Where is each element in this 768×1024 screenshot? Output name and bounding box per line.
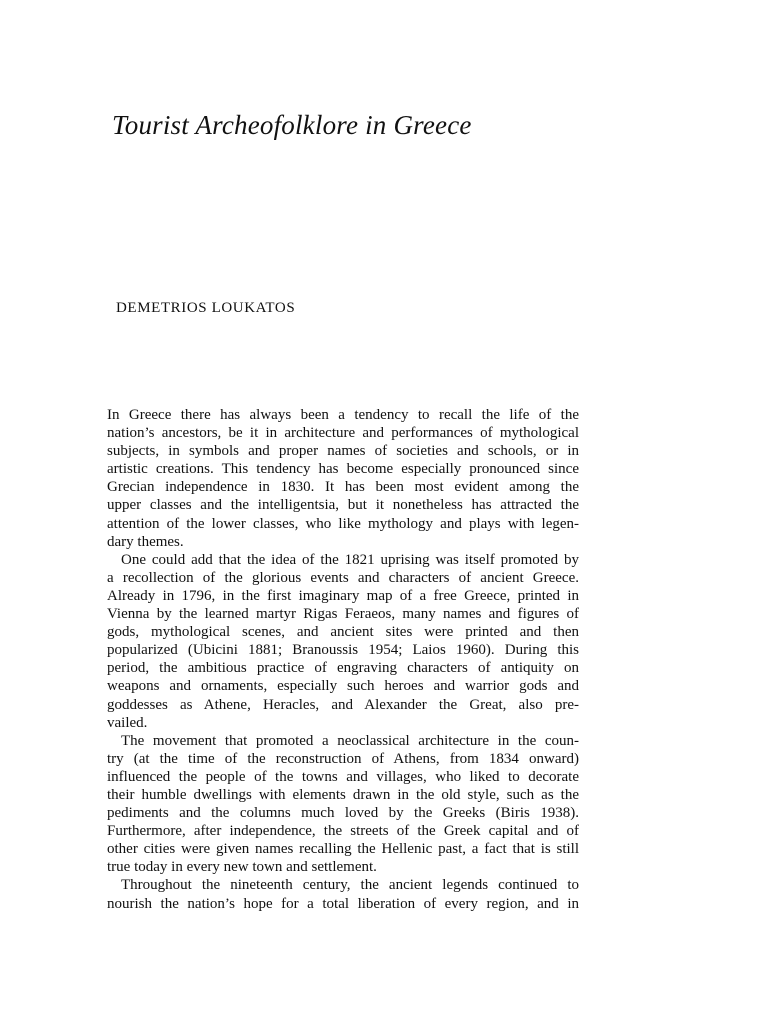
text-line: Grecian independence in 1830. It has been most evident among the (107, 479, 579, 496)
article-body (107, 406, 579, 913)
text-line: In Greece there has always been a tendency to recall the life of the (107, 407, 579, 423)
text-line: gods, mythological scenes, and ancient sites were printed and then (107, 624, 579, 641)
text-line: upper classes and the intelligentsia, but it nonetheless has attracted the (107, 497, 579, 514)
paragraph (107, 876, 579, 912)
text-line: artistic creations. This tendency has become especially pronounced since (107, 461, 579, 478)
article-title: Tourist Archeofolklore in Greece (112, 110, 472, 140)
text-line: Already in 1796, in the first imaginary map of a free Greece, printed in (107, 587, 579, 604)
text-line: influenced the people of the towns and villages, who liked to decorate (107, 768, 579, 785)
text-line: nourish the nation’s hope for a total liberation of every region, and in (107, 895, 579, 912)
text-line: Vienna by the learned martyr Rigas Feraeos, many names and figures of (107, 606, 579, 623)
text-line: vailed. (107, 714, 148, 731)
text-line: other cities were given names recalling the Hellenic past, a fact that is still (107, 841, 579, 858)
text-line: goddesses as Athene, Heracles, and Alexander the Great, also pre- (107, 696, 579, 713)
text-line: their humble dwellings with elements drawn in the old style, such as the (107, 786, 579, 803)
text-line: popularized (Ubicini 1881; Branoussis 1954; Laios 1960). During this (107, 642, 579, 659)
text-line: true today in every new town and settlement. (107, 859, 377, 876)
text-line: subjects, in symbols and proper names of societies and schools, or in (107, 443, 579, 460)
text-line: One could add that the idea of the 1821 uprising was itself promoted by (121, 551, 579, 568)
paragraph (107, 732, 579, 877)
paragraph (107, 406, 579, 551)
text-line: The movement that promoted a neoclassical architecture in the coun- (121, 732, 579, 749)
text-line: nation’s ancestors, be it in architecture and performances of mythological (107, 425, 579, 442)
paragraph (107, 551, 579, 732)
author-name: DEMETRIOS LOUKATOS (116, 300, 296, 316)
text-line: period, the ambitious practice of engraving characters of antiquity on (107, 660, 579, 677)
text-line: attention of the lower classes, who like mythology and plays with legen- (107, 515, 579, 532)
text-line: try (at the time of the reconstruction of Athens, from 1834 onward) (107, 750, 579, 767)
text-line: dary themes. (107, 533, 184, 550)
text-line: Furthermore, after independence, the streets of the Greek capital and of (107, 823, 579, 840)
text-line: Throughout the nineteenth century, the ancient legends continued to (121, 877, 579, 894)
text-line: weapons and ornaments, especially such heroes and warrior gods and (107, 678, 579, 695)
text-line: pediments and the columns much loved by the Greeks (Biris 1938). (107, 805, 579, 822)
text-line: a recollection of the glorious events and characters of ancient Greece. (107, 569, 579, 586)
